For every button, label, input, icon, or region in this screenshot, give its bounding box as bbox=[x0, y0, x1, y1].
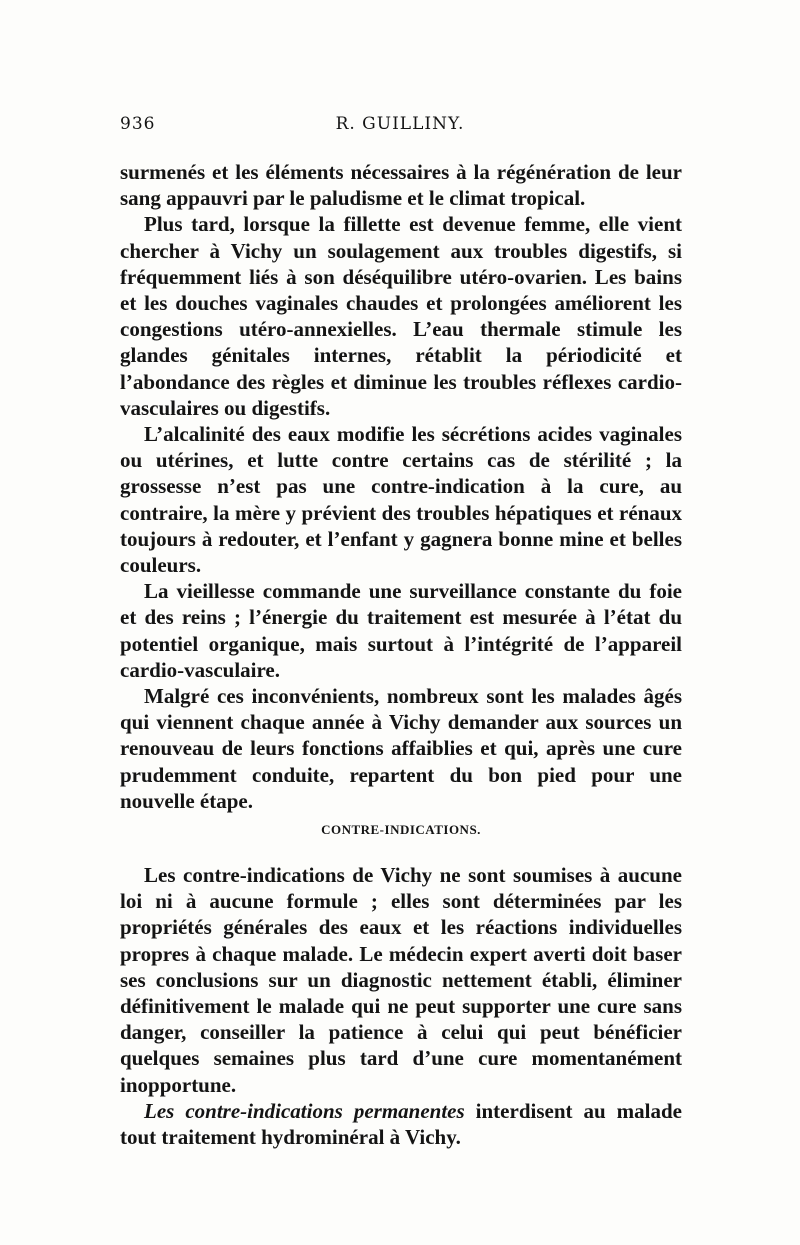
paragraph-contraindications: Les contre-indications de Vichy ne sont soumises à aucune loi ni à aucune formule ; elles sont déterminées par les propriétés générales des eaux et les réactions individuelles propres à chaque malade. Le médecin expert averti doit baser ses conclusions sur un diagnostic nettement établi, éliminer définitivement le malade qui ne peut supporter une cure sans danger, conseiller la patience à celui qui peut bénéficier quelques semaines plus tard d’une cure momentanément inopportune. bbox=[120, 863, 682, 1097]
paragraph-rest: interdisent au malade tout traitement hydrominéral à Vichy. bbox=[120, 1098, 682, 1150]
body-text-bottom bbox=[120, 862, 682, 1150]
page-number: 936 bbox=[120, 114, 156, 134]
emphasized-phrase: Les contre-indications permanentes bbox=[144, 1098, 465, 1123]
paragraph-elderly-patients: Malgré ces inconvénients, nombreux sont les malades âgés qui viennent chaque année à Vichy demander aux sources un renouveau de leurs fonctions affaiblies et qui, après une cure prudemment conduite, repartent du bon pied pour une nouvelle étape. bbox=[120, 684, 682, 813]
paragraph-woman: Plus tard, lorsque la fillette est devenue femme, elle vient chercher à Vichy un soulagement aux troubles digestifs, si fréquemment liés à son déséquilibre utéro-ovarien. Les bains et les douches vaginales chaudes et prolongées améliorent les congestions utéro-annexielles. L’eau thermale stimule les glandes génitales internes, rétablit la périodicité et l’abondance des règles et diminue les troubles réflexes cardio-vasculaires ou digestifs. bbox=[120, 212, 682, 420]
paragraph-alkalinity: L’alcalinité des eaux modifie les sécrétions acides vaginales ou utérines, et lutte contre certains cas de stérilité ; la grossesse n’est pas une contre-indication à la cure, au contraire, la mère y prévient des troubles hépatiques et rénaux toujours à redouter, et l’enfant y gagnera bonne mine et belles couleurs. bbox=[120, 422, 682, 578]
paragraph-continued: surmenés et les éléments nécessaires à la régénération de leur sang appauvri par le paludisme et le climat tropical. bbox=[120, 160, 682, 211]
section-heading: CONTRE-INDICATIONS. bbox=[321, 822, 481, 837]
paragraph-permanent-contraindications bbox=[120, 1098, 682, 1150]
body-text-top bbox=[120, 159, 682, 814]
running-head bbox=[120, 114, 680, 144]
paragraph-old-age: La vieillesse commande une surveillance constante du foie et des reins ; l’énergie du traitement est mesurée à l’état du potentiel organique, mais surtout à l’intégrité de l’appareil cardio-vasculaire. bbox=[120, 579, 682, 682]
author-running-title: R. GUILLINY. bbox=[335, 114, 465, 134]
